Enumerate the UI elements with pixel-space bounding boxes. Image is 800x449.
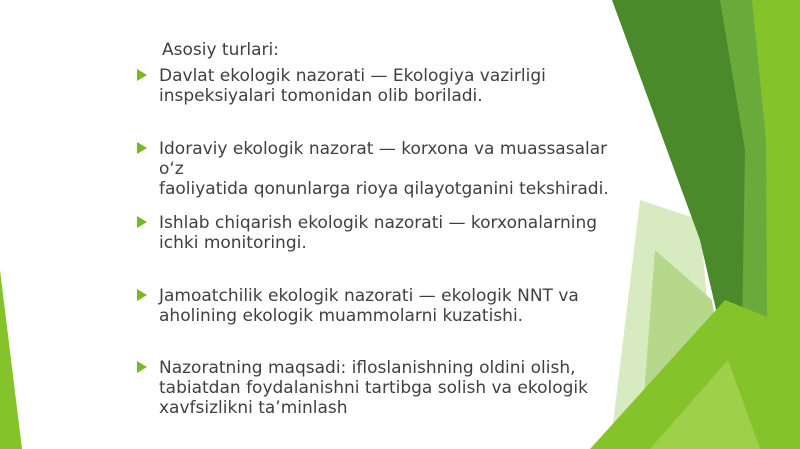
triangle-bullet-icon xyxy=(136,216,148,228)
left-green-sliver xyxy=(0,270,22,449)
triangle-bullet-icon xyxy=(136,69,148,81)
triangle-bullet-icon xyxy=(136,361,148,373)
bullet-line: Idoraviy ekologik nazorat — korxona va muassasalar o‘z xyxy=(159,139,608,179)
bullet-text xyxy=(159,66,609,106)
bullet-line: ichki monitoringi. xyxy=(159,233,307,253)
triangle-bullet-icon xyxy=(136,142,148,154)
bullet-line: Nazoratning maqsadi: ifloslanishning oldini olish, xyxy=(159,358,576,378)
bullet-line: aholining ekologik muammolarni kuzatishi. xyxy=(159,306,524,326)
bullet-line: tabiatdan foydalanishni tartibga solish va ekologik xyxy=(159,378,588,398)
bullet-line: inspeksiyalari tomonidan olib boriladi. xyxy=(159,86,483,106)
bullet-line: Jamoatchilik ekologik nazorati — ekologik NNT va xyxy=(159,286,579,306)
bullet-text xyxy=(159,139,609,199)
bullet-text xyxy=(159,358,609,418)
bullet-text xyxy=(159,286,609,326)
bullet-line: Ishlab chiqarish ekologik nazorati — korxonalarning xyxy=(159,213,598,233)
bullet-line: Davlat ekologik nazorati — Ekologiya vazirligi xyxy=(159,66,546,86)
slide-heading: Asosiy turlari: xyxy=(162,40,279,60)
bullet-line: faoliyatida qonunlarga rioya qilayotganini tekshiradi. xyxy=(159,179,609,199)
bullet-text xyxy=(159,213,609,253)
triangle-bullet-icon xyxy=(136,289,148,301)
bullet-line: xavfsizlikni ta’minlash xyxy=(159,398,348,418)
